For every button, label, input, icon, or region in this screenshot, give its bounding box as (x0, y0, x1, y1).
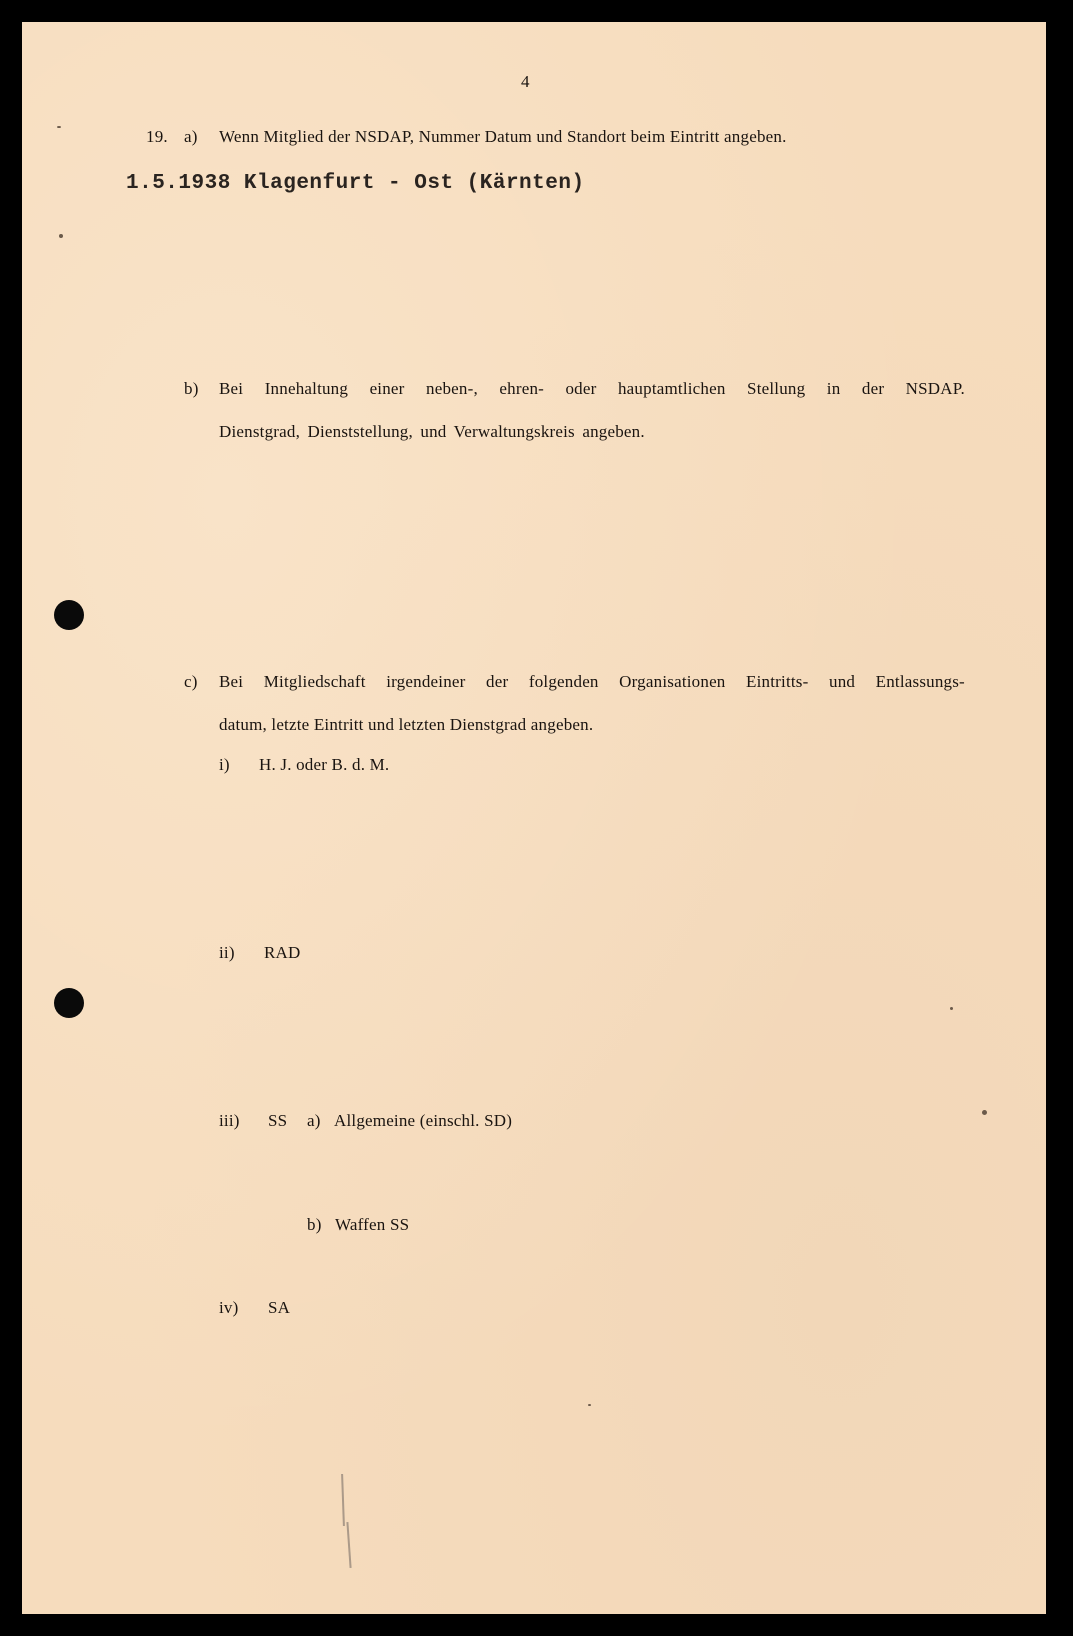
word: hauptamtlichen (617, 379, 726, 398)
sub-iii-b-label: b) (307, 1215, 322, 1234)
sub-iii-a-label: a) (307, 1111, 321, 1130)
speck (59, 234, 63, 238)
document-page (22, 22, 1046, 1614)
speck (588, 1404, 591, 1406)
word: NSDAP. (905, 379, 965, 398)
typed-answer-nsdap: 1.5.1938 Klagenfurt - Ost (Kärnten) (126, 172, 585, 195)
word: Organisationen (619, 672, 726, 691)
speck (982, 1110, 987, 1115)
word: Innehaltung (264, 379, 349, 398)
sub-iii-label: iii) (219, 1111, 240, 1130)
sub-iv-text: SA (268, 1298, 291, 1317)
page-number: 4 (521, 72, 530, 91)
item-c-label: c) (184, 672, 198, 691)
word: einer (369, 379, 405, 398)
sub-i-text: H. J. oder B. d. M. (259, 755, 390, 774)
item-c-line1 (219, 672, 965, 692)
sub-iii-org: SS (268, 1111, 288, 1130)
sub-iii-b-text: Waffen SS (335, 1215, 410, 1234)
sub-iv-label: iv) (219, 1298, 239, 1317)
item-c-line2: datum, letzte Eintritt und letzten Dienstgrad angeben. (219, 715, 594, 734)
item-b-label: b) (184, 379, 199, 398)
sub-ii-text: RAD (264, 943, 301, 962)
word: der (486, 672, 509, 691)
word: Stellung (747, 379, 806, 398)
sub-i-label: i) (219, 755, 230, 774)
word: folgenden (528, 672, 599, 691)
speck (57, 126, 61, 128)
word: in (826, 379, 841, 398)
word: ehren- (499, 379, 545, 398)
word: Entlassungs- (875, 672, 965, 691)
item-a-label: a) (184, 127, 198, 146)
word: oder (565, 379, 597, 398)
word: neben-, (426, 379, 478, 398)
word: Bei (219, 672, 244, 691)
word: Bei (219, 379, 244, 398)
word: und (829, 672, 856, 691)
question-number: 19. (146, 127, 168, 146)
word: der (861, 379, 885, 398)
item-a-text: Wenn Mitglied der NSDAP, Nummer Datum und Standort beim Eintritt angeben. (219, 127, 787, 146)
sub-iii-a-text: Allgemeine (einschl. SD) (334, 1111, 513, 1130)
pencil-mark (341, 1474, 344, 1526)
word: irgendeiner (386, 672, 466, 691)
punch-hole-lower (54, 988, 84, 1018)
speck (950, 1007, 953, 1010)
word: Mitgliedschaft (263, 672, 366, 691)
pencil-mark (346, 1522, 351, 1568)
word: Eintritts- (746, 672, 809, 691)
punch-hole-upper (54, 600, 84, 630)
item-b-line2: Dienstgrad, Dienststellung, und Verwaltungskreis angeben. (219, 422, 645, 441)
sub-ii-label: ii) (219, 943, 235, 962)
item-b-line1 (219, 379, 965, 399)
